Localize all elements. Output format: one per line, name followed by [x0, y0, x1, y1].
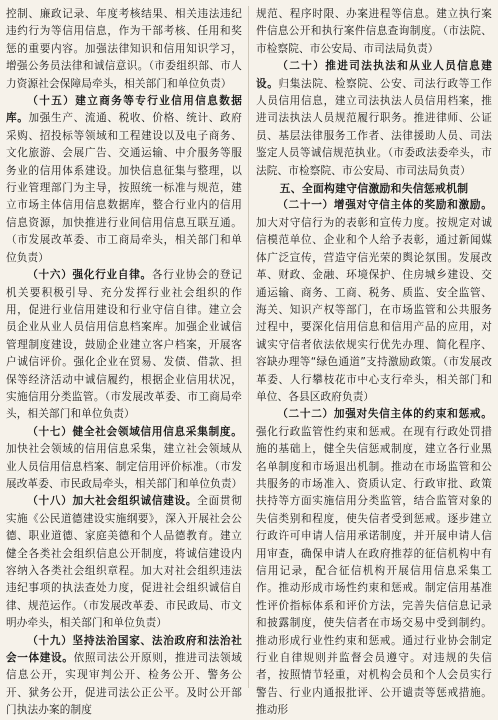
- paragraph: [6, 633, 242, 720]
- paragraph: [256, 406, 492, 719]
- paragraph-text: 加快社会领域的信用信息采集，建立社会领域从业人员信用信息档案、制定信用评价标准。（市发展改革委、市民政局牵头，相关部门和单位负责）: [6, 443, 243, 490]
- subsection-title: （十九）坚持法治国家、法治政府和法治社会一体建设。: [6, 634, 242, 665]
- subsection-title: （十五）建立商务等专行业信用信息数据库。: [6, 95, 242, 125]
- subsection-title: （十七）健全社会领域信用信息采集制度。: [27, 425, 242, 438]
- column-divider: [248, 6, 249, 688]
- paragraph: [6, 93, 242, 267]
- paragraph-text: 规范、程序时限、办案进程等信息。建立执行案件信息公开和执行案件信息查询制度。（市法院、市检察院、市公安局、市司法局负责）: [256, 8, 492, 55]
- subsection-title: （十六）强化行业自律。: [27, 269, 152, 282]
- subsection-title: （二十一）增强对守信主体的奖励和激励。: [277, 199, 492, 212]
- left-column: [6, 6, 243, 717]
- paragraph: [6, 493, 242, 632]
- subsection-title: （二十）推进司法执法和从业人员信息建设。: [256, 60, 492, 90]
- paragraph-text: 加强生产、流通、税收、价格、统计、政府采购、招投标等领域和工程建设以及电子商务、文化旅游、会展广告、交通运输、中介服务等服务业的信用体系建设。加快信息征集与整理，以行业管理部门为主导，按照统一标准与规范，建立市场主体信用信息数据库，整合行业内的信用信息资源，加快推进行业间信用信息互联互通。（市发展改革委、市工商局牵头，相关部门和单位负责）: [6, 112, 242, 264]
- paragraph: [6, 6, 242, 93]
- paragraph: [256, 58, 492, 180]
- paragraph: [256, 6, 492, 58]
- paragraph: [6, 424, 242, 494]
- paragraph: [256, 197, 492, 406]
- section-heading: 五、全面构建守信激励和失信惩戒机制: [279, 182, 469, 196]
- subsection-title: （二十二）加强对失信主体的约束和惩戒。: [277, 408, 492, 421]
- paragraph-text: 全面贯彻实施《公民道德建设实施纲要》，深入开展社会公德、职业道德、家庭美德和个人品德教育。建立健全各类社会组织信息公开制度，将诚信建设内容纳入各类社会组织章程。加大对社会组织违法违纪事项的执法查处力度，促进社会组织诚信自律、规范运作。（市发展改革委、市民政局、市文明办牵头，相关部门和单位负责）: [6, 495, 243, 630]
- paragraph-text: 各行业协会的登记机关要积极引导、充分发挥行业社会组织的作用，促进行业信用建设和行业守信自律。建立会员企业从业人员信用信息档案库。加强企业诚信管理制度建设，鼓励企业建立客户档案，开展客户诚信评价。强化企业在贸易、发债、借款、担保等经济活动中诚信履约，根据企业信用状况，实施信用分类监管。（市发展改革委、市工商局牵头，相关部门和单位负责）: [6, 269, 242, 421]
- paragraph: [6, 267, 242, 424]
- right-column: [256, 6, 492, 717]
- paragraph-text: 加大对守信行为的表彰和宣传力度。按规定对诚信模范单位、企业和个人给予表彰，通过新闻媒体广泛宣传，营造守信光荣的舆论氛围。发展改革、财政、金融、环境保护、住房城乡建设、交通运输、商务、工商、税务、质监、安全监管、海关、知识产权等部门，在市场监管和公共服务过程中，要深化信用信息和信用产品的应用，对诚实守信者依法依规实行优先办理、简化程序、容缺办理等“绿色通道”支持激励政策。（市发展改革委、人行攀枝花市中心支行牵头，相关部门和单位、各县区政府负责）: [256, 216, 492, 403]
- paragraph-text: 依照司法公开原则，推进司法领域信息公开，实现审判公开、检务公开、警务公开、狱务公开，促进司法公正公平。及时公开部门执法办案的制度: [6, 652, 242, 717]
- subsection-title: （十八）加大社会组织诚信建设。: [27, 495, 198, 508]
- paragraph-text: 强化行政监管性约束和惩戒。在现有行政处罚措施的基础上，健全失信惩戒制度，建立各行业黑名单制度和市场退出机制。推动在市场监管和公共服务的市场准入、资质认定、行政审批、政策扶持等方面实施信用分类监管，结合监管对象的失信类别和程度，使失信者受到惩戒。逐步建立行政许可申请人信用承诺制度，并开展申请人信用审查，确保申请人在政府推荐的征信机构中有信用记录，配合征信机构开展信用信息采集工作。推动形成市场性约束和惩戒。制定信用基准性评价指标体系和评价方法，完善失信信息记录和披露制度，使失信者在市场交易中受到制约。推动形成行业性约束和惩戒。通过行业协会制定行业自律规则并监督会员遵守。对违规的失信者，按照情节轻重，对机构会员和个人会员实行警告、行业内通报批评、公开谴责等惩戒措施。推动形: [256, 425, 492, 717]
- paragraph-text: 归集法院、检察院、公安、司法行政等工作人员信用信息，建立司法执法人员信用档案，推进司法执法人员规范履行职务。推进律师、公证员、基层法律服务工作者、法律援助人员、司法鉴定人员等诚信规范执业。（市委政法委牵头，市法院、市检察院、市公安局、市司法局负责）: [256, 77, 492, 177]
- paragraph-text: 控制、廉政记录、年度考核结果、相关违法违纪违约行为等信用信息，作为干部考核、任用和奖惩的重要内容。加强法律知识和信用知识学习，增强公务员法律和诚信意识。（市委组织部、市人力资源社会保障局牵头，相关部门和单位负责）: [6, 8, 242, 90]
